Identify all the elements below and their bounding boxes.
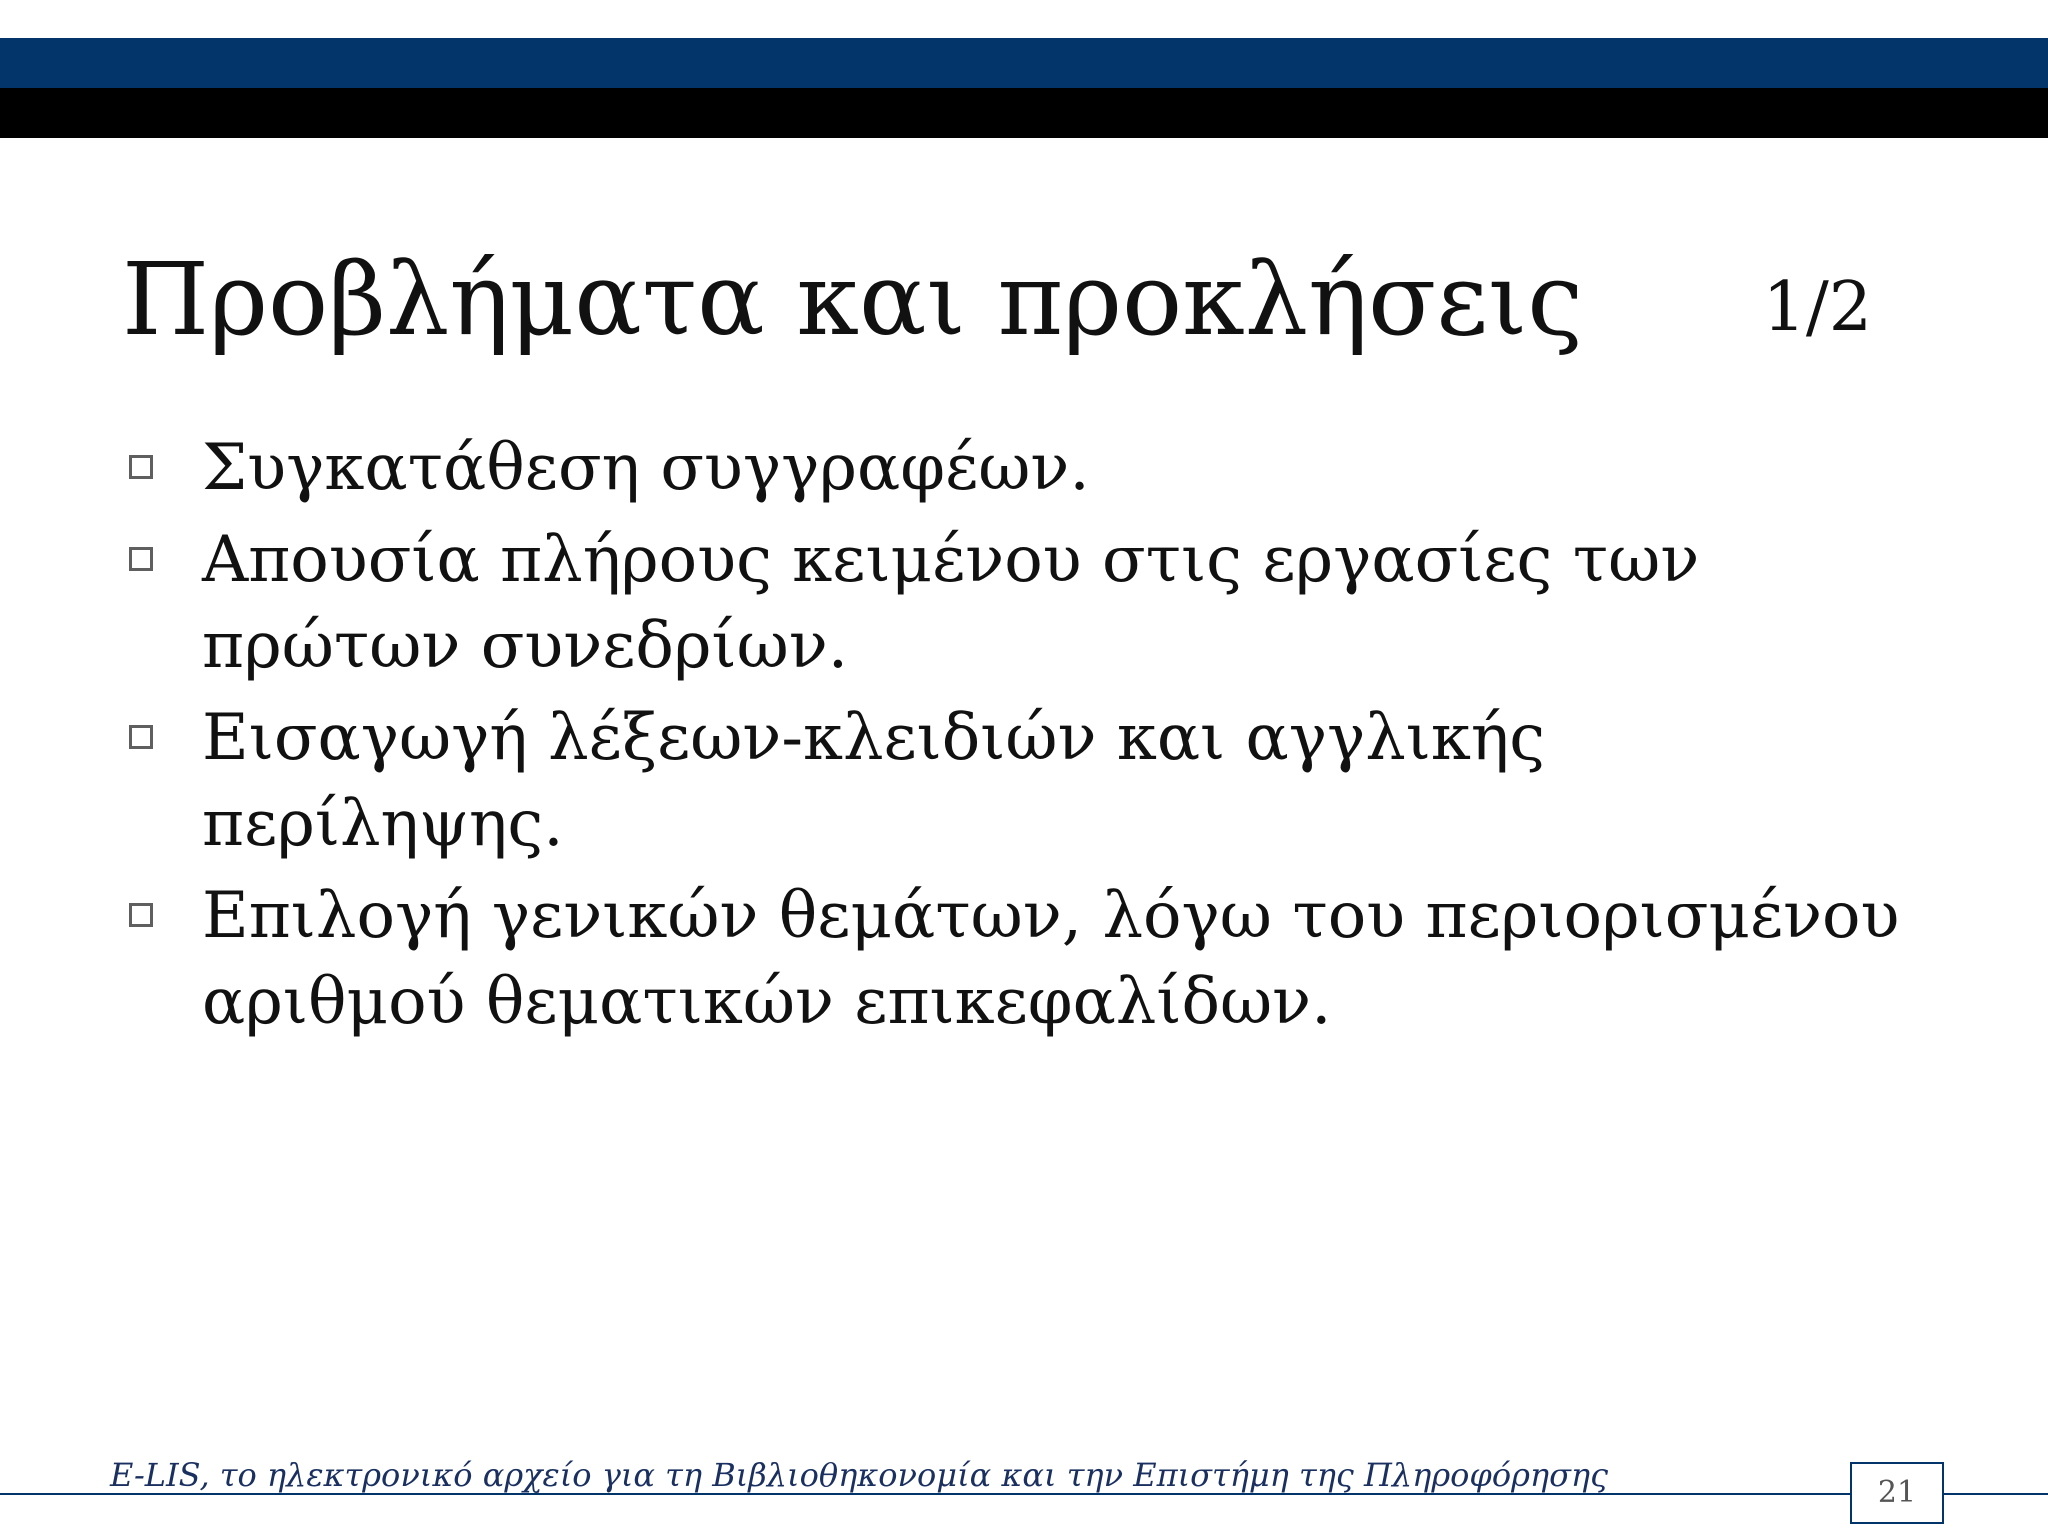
bullet-item [124, 873, 1904, 1045]
hollow-square-icon [129, 903, 153, 927]
bullet-text: Επιλογή γενικών θεμάτων, λόγω του περιορισμένου αριθμού θεματικών επικεφαλίδων. [202, 879, 1900, 1039]
page-number: 21 [1850, 1462, 1944, 1524]
hollow-square-icon [129, 547, 153, 571]
bullet-list [124, 425, 1904, 1051]
footer-text: E-LIS, το ηλεκτρονικό αρχείο για τη Βιβλιοθηκονομία και την Επιστήμη της Πληροφόρησης [110, 1456, 1608, 1494]
hollow-square-icon [129, 725, 153, 749]
slide-title: Προβλήματα και προκλήσεις [122, 241, 1584, 358]
bullet-text: Εισαγωγή λέξεων-κλειδιών και αγγλικής περίληψης. [202, 701, 1546, 861]
bullet-item [124, 425, 1904, 511]
hollow-square-icon [129, 455, 153, 479]
header-black-band [0, 88, 2048, 138]
bullet-text: Συγκατάθεση συγγραφέων. [202, 431, 1090, 505]
slide-title-part: 1/2 [1762, 268, 1872, 347]
bullet-item [124, 517, 1904, 689]
header-blue-band [0, 38, 2048, 88]
bullet-item [124, 695, 1904, 867]
bullet-text: Απουσία πλήρους κειμένου στις εργασίες των πρώτων συνεδρίων. [202, 523, 1700, 683]
